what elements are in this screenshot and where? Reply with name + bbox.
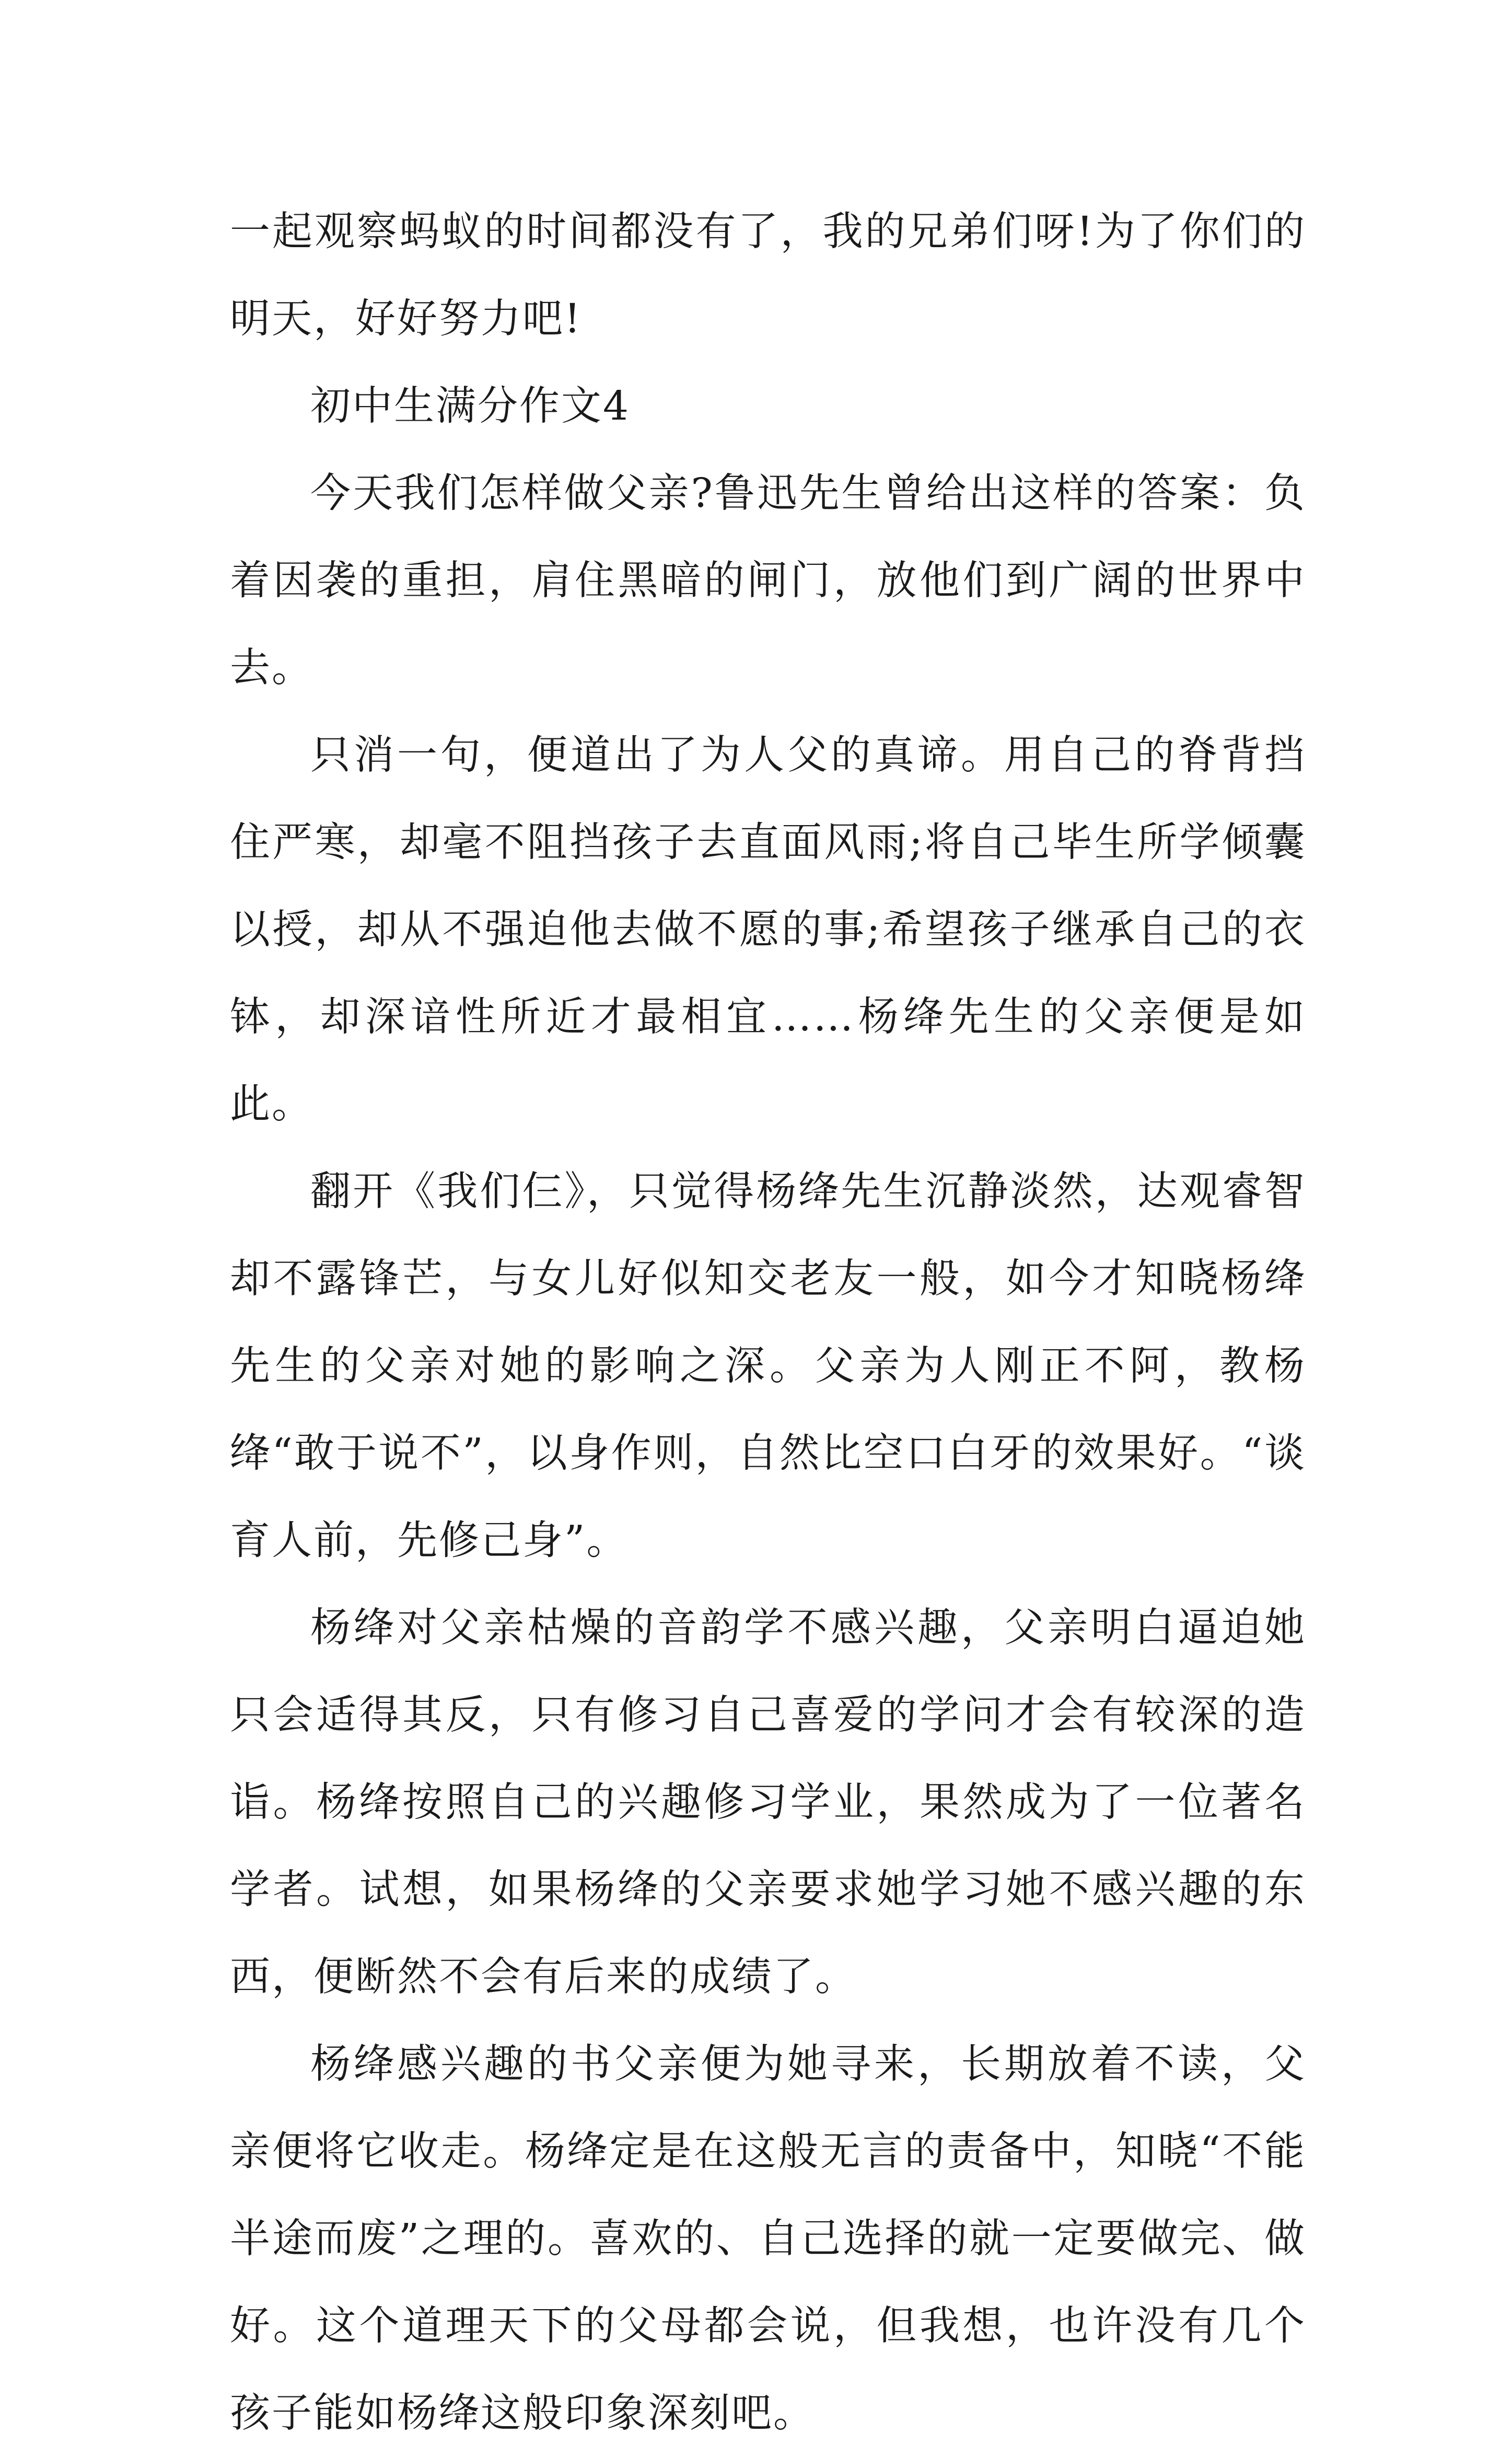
- paragraph: 今天我们怎样做父亲?鲁迅先生曾给出这样的答案：负着因袭的重担，肩住黑暗的闸门，放他们到广阔的世界中去。: [230, 470, 1306, 691]
- paragraph-continuation: 一起观察蚂蚁的时间都没有了，我的兄弟们呀!为了你们的明天，好好努力吧!: [230, 208, 1306, 342]
- paragraph: 杨绛对父亲枯燥的音韵学不感兴趣，父亲明白逼迫她只会适得其反，只有修习自己喜爱的学问才会有较深的造诣。杨绛按照自己的兴趣修习学业，果然成为了一位著名学者。试想，如果杨绛的父亲要求她学习她不感兴趣的东西，便断然不会有后来的成绩了。: [230, 1605, 1306, 2000]
- paragraph: 翻开《我们仨》，只觉得杨绛先生沉静淡然，达观睿智却不露锋芒，与女儿好似知交老友一般，如今才知晓杨绛先生的父亲对她的影响之深。父亲为人刚正不阿，教杨绛“敢于说不”，以身作则，自然比空口白牙的效果好。“谈育人前，先修己身”。: [230, 1168, 1306, 1564]
- essay-heading: 初中生满分作文4: [310, 383, 630, 430]
- document-body: [230, 188, 1306, 2457]
- paragraph: 只消一句，便道出了为人父的真谛。用自己的脊背挡住严寒，却毫不阻挡孩子去直面风雨;将自己毕生所学倾囊以授，却从不强迫他去做不愿的事;希望孩子继承自己的衣钵，却深谙性所近才最相宜……杨绛先生的父亲便是如此。: [230, 732, 1306, 1128]
- paragraph: 杨绛感兴趣的书父亲便为她寻来，长期放着不读，父亲便将它收走。杨绛定是在这般无言的责备中，知晓“不能半途而废”之理的。喜欢的、自己选择的就一定要做完、做好。这个道理天下的父母都会说，但我想，也许没有几个孩子能如杨绛这般印象深刻吧。: [230, 2041, 1306, 2437]
